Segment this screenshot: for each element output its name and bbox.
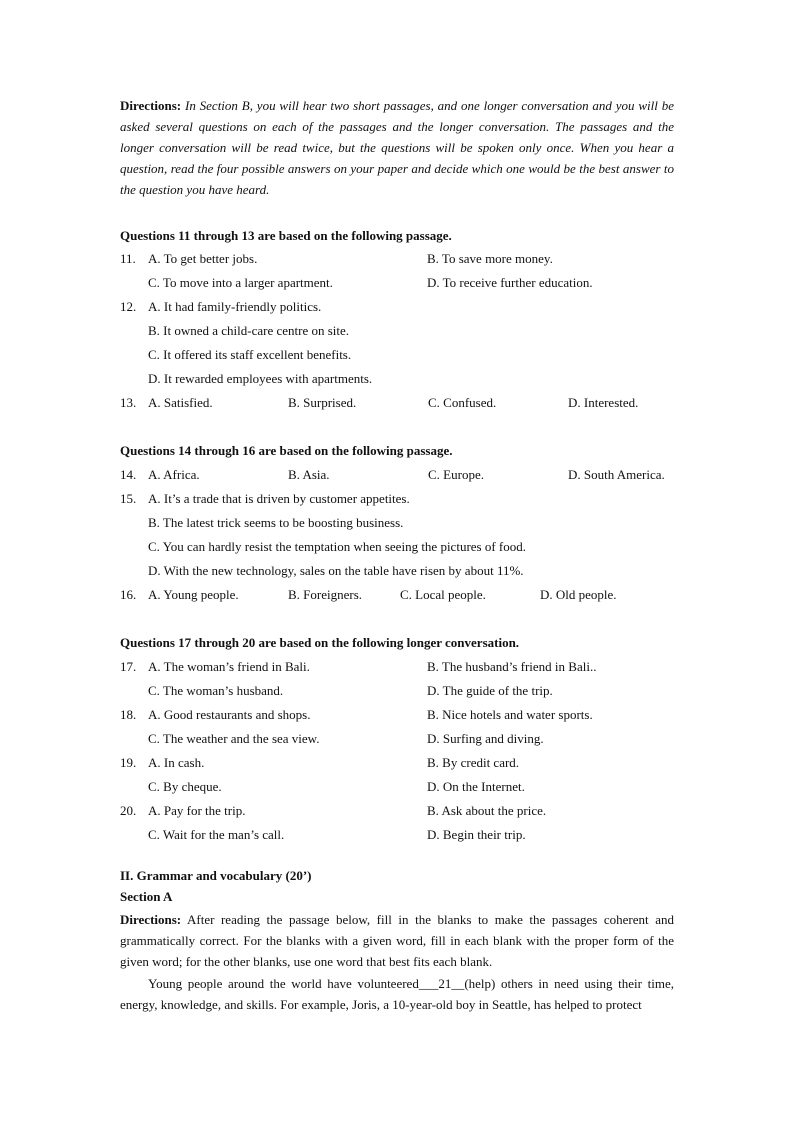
q13-option-c[interactable]: C. Confused. [428, 395, 497, 410]
directions-text: In Section B, you will hear two short passages, and one longer conversation and you will be asked several questions on each of the passages and the longer conversation. The passages and the longer conversation will be read twice, but the questions will be spoken only once. When you hear a question, read the four possible answers on your paper and decide which one would be the best answer to the question you have heard. [120, 98, 674, 197]
q14-option-c[interactable]: C. Europe. [428, 467, 484, 482]
q15-number: 15. [120, 491, 137, 506]
q16-option-d[interactable]: D. Old people. [540, 587, 617, 602]
q13-option-b[interactable]: B. Surprised. [288, 395, 357, 410]
q17-option-d[interactable]: D. The guide of the trip. [427, 683, 553, 698]
group2-heading: Questions 14 through 16 are based on the following passage. [120, 443, 453, 458]
q20-option-b[interactable]: B. Ask about the price. [427, 803, 547, 818]
q13-option-a[interactable]: A. Satisfied. [148, 395, 213, 410]
section2-title: II. Grammar and vocabulary (20’) [120, 868, 312, 883]
q13-number: 13. [120, 395, 137, 410]
q17-option-a[interactable]: A. The woman’s friend in Bali. [148, 659, 310, 674]
q15-option-d[interactable]: D. With the new technology, sales on the table have risen by about 11%. [148, 563, 524, 578]
directions-label: Directions: [120, 98, 182, 113]
q20-number: 20. [120, 803, 137, 818]
q12-option-c[interactable]: C. It offered its staff excellent benefits. [148, 347, 352, 362]
q13-option-d[interactable]: D. Interested. [568, 395, 639, 410]
q18-option-d[interactable]: D. Surfing and diving. [427, 731, 544, 746]
q19-option-d[interactable]: D. On the Internet. [427, 779, 525, 794]
q11-option-d[interactable]: D. To receive further education. [427, 275, 593, 290]
q14-option-a[interactable]: A. Africa. [148, 467, 200, 482]
q14-option-b[interactable]: B. Asia. [288, 467, 330, 482]
q15-option-a[interactable]: A. It’s a trade that is driven by customer appetites. [148, 491, 410, 506]
q15-option-b[interactable]: B. The latest trick seems to be boosting business. [148, 515, 404, 530]
q18-option-a[interactable]: A. Good restaurants and shops. [148, 707, 311, 722]
section2-directions-label: Directions: [120, 912, 182, 927]
section2-directions-text: After reading the passage below, fill in the blanks to make the passages coherent and grammatically correct. For the blanks with a given word, fill in each blank with the proper form of the given word; for the other blanks, use one word that best fits each blank. [120, 912, 674, 969]
group3-heading: Questions 17 through 20 are based on the following longer conversation. [120, 635, 520, 650]
q11-option-c[interactable]: C. To move into a larger apartment. [148, 275, 333, 290]
q16-option-a[interactable]: A. Young people. [148, 587, 239, 602]
section-b-directions [120, 95, 674, 200]
q16-option-c[interactable]: C. Local people. [400, 587, 486, 602]
q12-option-b[interactable]: B. It owned a child-care centre on site. [148, 323, 350, 338]
q14-option-d[interactable]: D. South America. [568, 467, 665, 482]
q17-option-c[interactable]: C. The woman’s husband. [148, 683, 284, 698]
q11-option-a[interactable]: A. To get better jobs. [148, 251, 258, 266]
section2-subtitle: Section A [120, 889, 173, 904]
q16-number: 16. [120, 587, 137, 602]
q20-option-d[interactable]: D. Begin their trip. [427, 827, 526, 842]
q19-option-a[interactable]: A. In cash. [148, 755, 205, 770]
q17-option-b[interactable]: B. The husband’s friend in Bali.. [427, 659, 597, 674]
q11-number: 11. [120, 251, 136, 266]
q18-option-c[interactable]: C. The weather and the sea view. [148, 731, 320, 746]
q19-option-b[interactable]: B. By credit card. [427, 755, 520, 770]
q12-option-d[interactable]: D. It rewarded employees with apartments. [148, 371, 373, 386]
q18-option-b[interactable]: B. Nice hotels and water sports. [427, 707, 593, 722]
q14-number: 14. [120, 467, 137, 482]
q18-number: 18. [120, 707, 137, 722]
q19-option-c[interactable]: C. By cheque. [148, 779, 222, 794]
q11-option-b[interactable]: B. To save more money. [427, 251, 553, 266]
section2-directions [120, 909, 674, 972]
q12-number: 12. [120, 299, 137, 314]
q12-option-a[interactable]: A. It had family-friendly politics. [148, 299, 322, 314]
q15-option-c[interactable]: C. You can hardly resist the temptation when seeing the pictures of food. [148, 539, 527, 554]
q16-option-b[interactable]: B. Foreigners. [288, 587, 363, 602]
group1-heading: Questions 11 through 13 are based on the following passage. [120, 228, 452, 243]
q20-option-c[interactable]: C. Wait for the man’s call. [148, 827, 285, 842]
q19-number: 19. [120, 755, 137, 770]
q17-number: 17. [120, 659, 137, 674]
q20-option-a[interactable]: A. Pay for the trip. [148, 803, 246, 818]
section2-passage: Young people around the world have volunteered___21__(help) others in need using their time, energy, knowledge, and skills. For example, Joris, a 10-year-old boy in Seattle, has helped to protect [120, 976, 674, 1012]
